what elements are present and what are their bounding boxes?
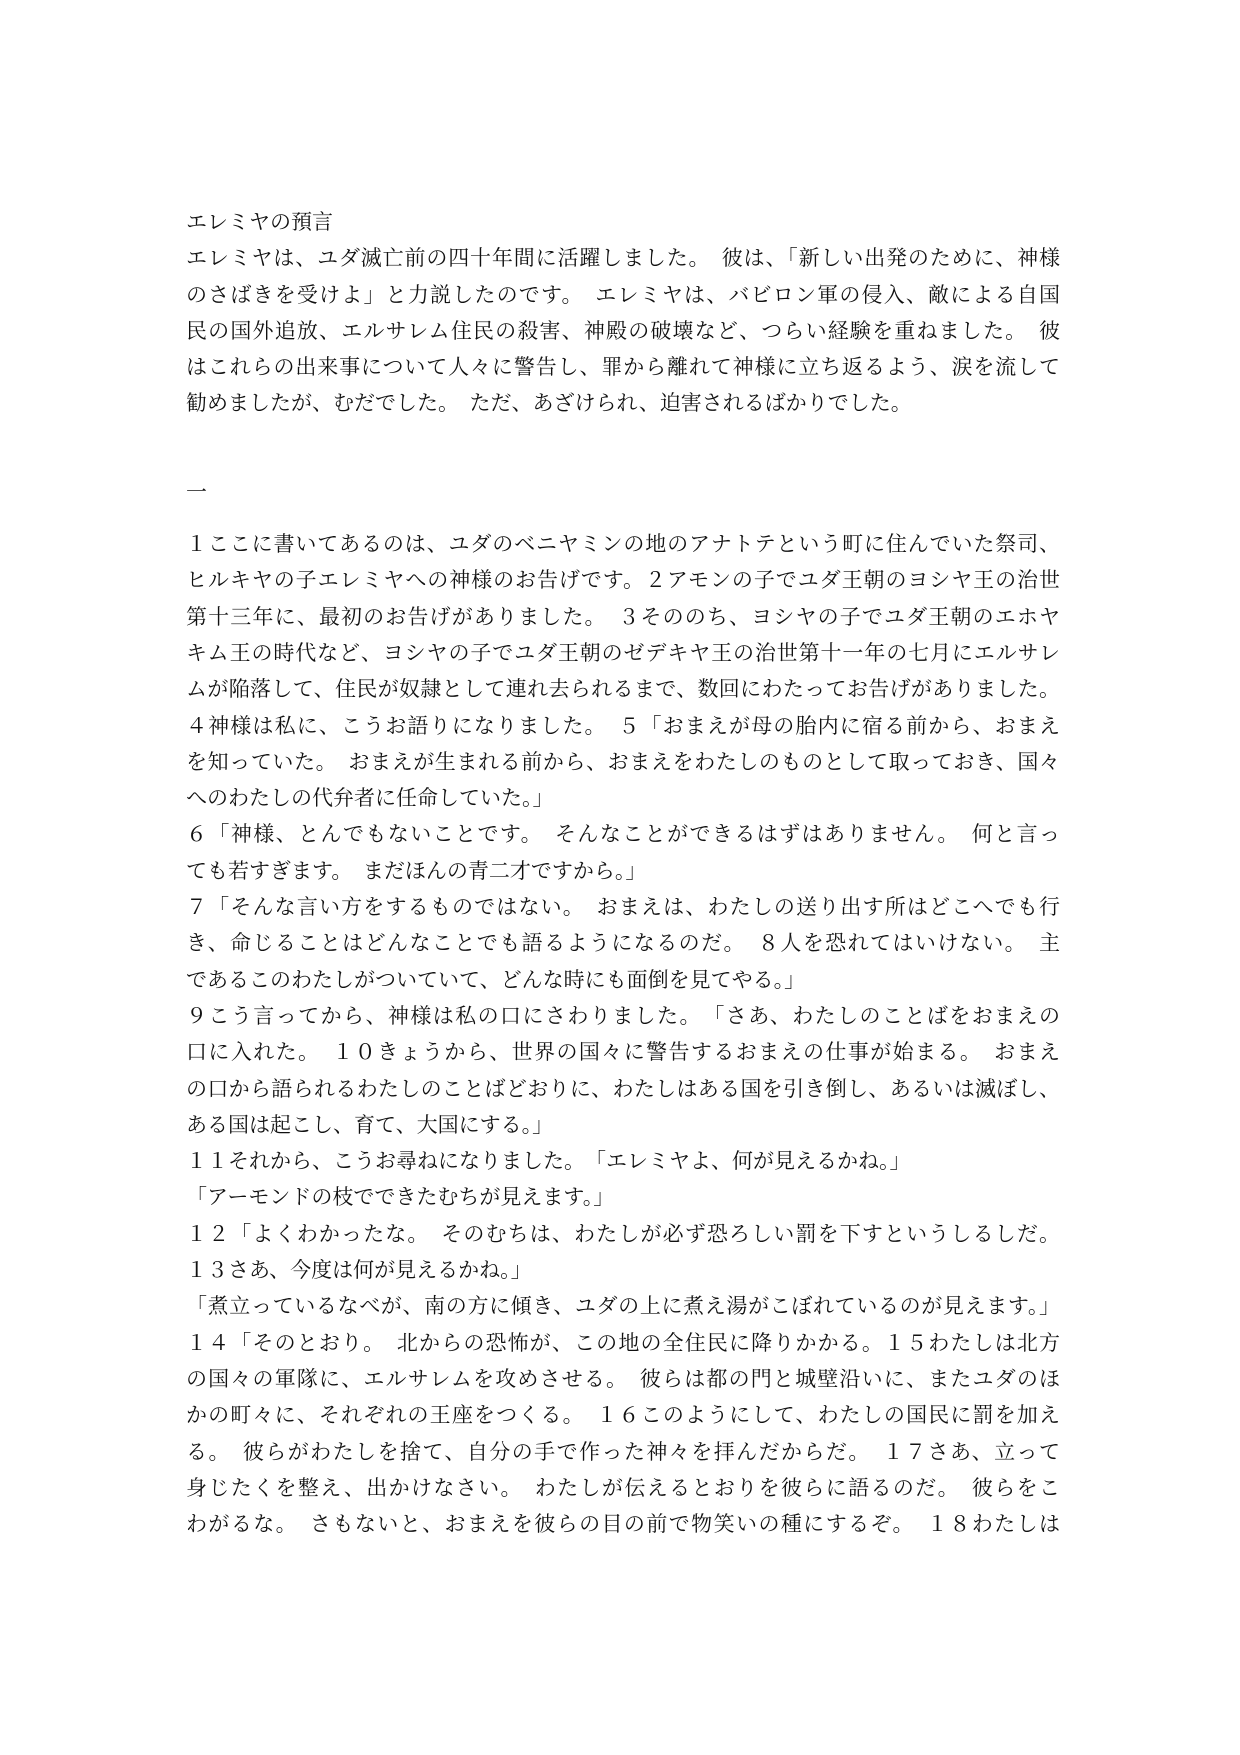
verse-line: キム王の時代など、ヨシヤの子でユダ王朝のゼデキヤ王の治世第十一年の七月にエルサレ — [186, 640, 1060, 665]
chapter-body — [186, 526, 1060, 1542]
verse-line: 「煮立っているなべが、南の方に傾き、ユダの上に煮え湯がこぼれているのが見えます。」 — [186, 1294, 1060, 1319]
section-spacer — [186, 422, 1060, 474]
document-title: エレミヤの預言 — [186, 210, 333, 234]
verse-line: １ここに書いてあるのは、ユダのベニヤミンの地のアナトテという町に住んでいた祭司、 — [186, 532, 1060, 557]
verse-line: ヒルキヤの子エレミヤへの神様のお告げです。２アモンの子でユダ王朝のヨシヤ王の治世 — [186, 568, 1060, 593]
verse-line: ６「神様、とんでもないことです。 そんなことができるはずはありません。 何と言っ — [186, 822, 1060, 847]
verse-line: 第十三年に、最初のお告げがありました。 ３そののち、ヨシヤの子でユダ王朝のエホヤ — [186, 604, 1060, 629]
document-text — [186, 204, 1060, 1542]
verse-line: １３さあ、今度は何が見えるかね。」 — [186, 1258, 532, 1283]
verse-line: の国々の軍隊に、エルサレムを攻めさせる。 彼らは都の門と城壁沿いに、またユダのほ — [186, 1366, 1060, 1391]
verse-line: わがるな。 さもないと、おまえを彼らの目の前で物笑いの種にするぞ。 １８わたしは — [186, 1512, 1060, 1537]
intro-line: 民の国外追放、エルサレム住民の殺害、神殿の破壊など、つらい経験を重ねました。 彼 — [186, 318, 1060, 343]
verse-line: ある国は起こし、育て、大国にする。」 — [186, 1112, 554, 1137]
verse-line: ９こう言ってから、神様は私の口にさわりました。 「さあ、わたしのことばをおまえの — [186, 1003, 1060, 1028]
verse-line: る。 彼らがわたしを捨て、自分の手で作った神々を拝んだからだ。 １７さあ、立って — [186, 1439, 1060, 1464]
verse-line: 「アーモンドの枝でできたむちが見えます。」 — [186, 1185, 615, 1210]
verse-line: 口に入れた。 １０きょうから、世界の国々に警告するおまえの仕事が始まる。 おまえ — [186, 1040, 1060, 1065]
verse-line: かの町々に、それぞれの王座をつくる。 １６このようにして、わたしの国民に罰を加え — [186, 1403, 1060, 1428]
verse-line: １１それから、こうお尋ねになりました。 「エレミヤよ、何が見えるかね。」 — [186, 1149, 911, 1174]
intro-paragraph — [186, 240, 1060, 421]
verse-line: 身じたくを整え、出かけなさい。 わたしが伝えるとおりを彼らに語るのだ。 彼らをこ — [186, 1475, 1060, 1500]
verse-line: ４神様は私に、こうお語りになりました。 ５「おまえが母の胎内に宿る前から、おまえ — [186, 713, 1060, 738]
verse-line: ても若すぎます。 まだほんの青二才ですから。」 — [186, 858, 647, 883]
section-spacer — [186, 510, 1060, 526]
verse-line: ７「そんな言い方をするものではない。 おまえは、わたしの送り出す所はどこへでも行 — [186, 895, 1060, 920]
verse-line: を知っていた。 おまえが生まれる前から、おまえをわたしのものとして取っておき、国々 — [186, 749, 1060, 774]
intro-line: のさばきを受けよ」と力説したのです。 エレミヤは、バビロン軍の侵入、敵による自国 — [186, 282, 1060, 307]
verse-line: ムが陥落して、住民が奴隷として連れ去られるまで、数回にわたってお告げがありました。 — [186, 677, 1060, 702]
chapter-heading: 一 — [186, 479, 207, 504]
verse-line: １２「よくわかったな。 そのむちは、わたしが必ず恐ろしい罰を下すというしるしだ。 — [186, 1221, 1060, 1246]
verse-line: であるこのわたしがついていて、どんな時にも面倒を見てやる。」 — [186, 967, 806, 992]
verse-line: へのわたしの代弁者に任命していた。」 — [186, 786, 554, 811]
verse-line: １４「そのとおり。 北からの恐怖が、この地の全住民に降りかかる。１５わたしは北方 — [186, 1330, 1060, 1355]
intro-line: 勧めましたが、むだでした。 ただ、あざけられ、迫害されるばかりでした。 — [186, 391, 912, 416]
intro-line: はこれらの出来事について人々に警告し、罪から離れて神様に立ち返るよう、涙を流して — [186, 355, 1060, 380]
verse-line: き、命じることはどんなことでも語るようになるのだ。 ８人を恐れてはいけない。 主 — [186, 931, 1060, 956]
intro-line: エレミヤは、ユダ滅亡前の四十年間に活躍しました。 彼は、「新しい出発のために、神様 — [186, 246, 1060, 271]
verse-line: の口から語られるわたしのことばどおりに、わたしはある国を引き倒し、あるいは滅ぼし、 — [186, 1076, 1060, 1101]
